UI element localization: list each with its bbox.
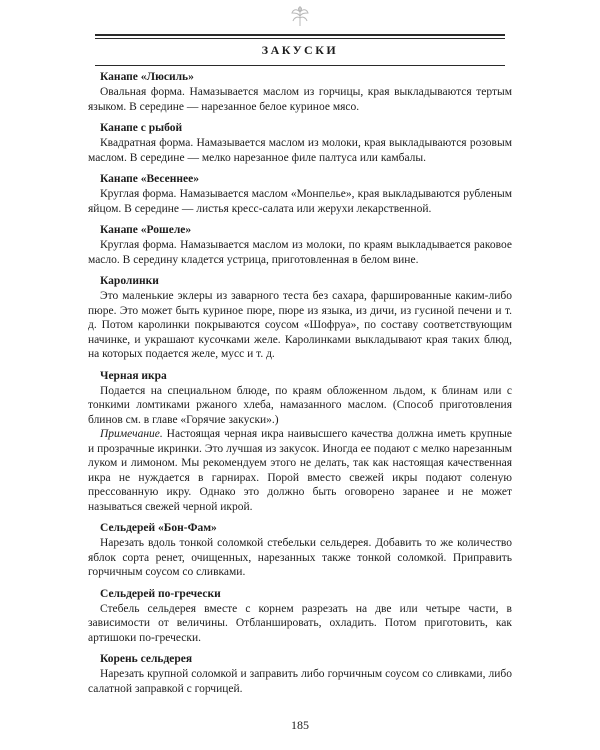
recipe-note xyxy=(88,427,512,514)
page-number: 185 xyxy=(291,718,309,732)
recipe-entry xyxy=(88,274,512,362)
recipe-title: Сельдерей «Бон-Фам» xyxy=(100,522,217,534)
recipe-entry xyxy=(88,652,512,696)
header-rule-top xyxy=(95,34,505,36)
recipe-text: Круглая форма. Намазывается маслом из молоки, по краям выкладывается раковое масло. В середину кладется устрица, приготовленная в белом вине. xyxy=(88,239,512,266)
recipe-title: Корень сельдерея xyxy=(100,653,193,665)
recipe-text: Стебель сельдерея вместе с корнем разрезать на две или четыре части, в зависимости от величины. Отбланшировать, охладить. Потом приготовить, как артишоки по-гречески. xyxy=(88,602,512,644)
recipe-entry xyxy=(88,521,512,580)
recipe-title: Канапе с рыбой xyxy=(100,122,183,134)
section-title: ЗАКУСКИ xyxy=(261,43,339,57)
recipe-text: Нарезать крупной соломкой и заправить либо горчичным соусом со сливками, либо салатной заправкой с горчицей. xyxy=(88,668,512,695)
recipe-entry xyxy=(88,369,512,515)
recipe-text: Подается на специальном блюде, по краям обложенном льдом, к блинам или с тонкими ломтиками ржаного хлеба, намазанного маслом. (Способ приготовления блинов см. в главе «Горячие закуски».) xyxy=(88,384,512,426)
recipe-list xyxy=(88,70,512,703)
recipe-title: Канапе «Рошеле» xyxy=(100,224,192,236)
recipe-title: Каролинки xyxy=(100,275,159,287)
header-rule-top-thin xyxy=(95,38,505,39)
recipe-title: Черная икра xyxy=(100,369,167,382)
recipe-text: Нарезать вдоль тонкой соломкой стебельки сельдерея. Добавить то же количество яблок сорта ренет, очищенных, нарезанных также тонкой соломкой. Приправить горчичным соусом со сливками. xyxy=(88,537,512,578)
note-text: Настоящая черная икра наивысшего качества должна иметь крупные и прозрачные икринки. Это лучшая из закусок. Иногда ее подают с мелко нарезанным луком и лимоном. Мы рекомендуем этого не делать, так как настоящая качественная икра не нуждается в гарнирах. Порой вместо свежей икры подают соленую прессованную икру. Однако это должно быть оговорено заранее и не может называться свежей черной икрой. xyxy=(88,428,512,513)
recipe-text: Квадратная форма. Намазывается маслом из молоки, края выкладываются розовым маслом. В середине — мелко нарезанное филе палтуса или камбалы. xyxy=(88,137,512,164)
recipe-entry xyxy=(88,121,512,165)
note-label: Примечание. xyxy=(100,428,163,440)
recipe-title: Канапе «Люсиль» xyxy=(100,71,194,83)
header-rule-bottom xyxy=(95,65,505,66)
recipe-entry xyxy=(88,70,512,114)
recipe-text: Круглая форма. Намазывается маслом «Монпелье», края выкладываются рубленым яйцом. В середине — листья кресс-салата или жерухи лекарственной. xyxy=(88,188,512,215)
floral-ornament-icon xyxy=(284,4,316,28)
recipe-entry xyxy=(88,172,512,216)
recipe-title: Канапе «Весеннее» xyxy=(100,173,199,185)
recipe-title: Сельдерей по-гречески xyxy=(100,587,221,600)
recipe-text: Это маленькие эклеры из заварного теста без сахара, фаршированные каким-либо пюре. Это может быть куриное пюре, пюре из языка, из дичи, из гусиной печени и т. д. Потом каролинки покрываются соусом «Шофруа», по составу соответствующим начинке, и украшают кусочками желе. Каролинками выкладывают края таких блюд, на которых подается желе, мусс и т. д. xyxy=(88,290,512,360)
recipe-text: Овальная форма. Намазывается маслом из горчицы, края выкладываются тертым языком. В середине — нарезанное белое куриное мясо. xyxy=(88,86,512,113)
recipe-entry xyxy=(88,587,512,646)
recipe-entry xyxy=(88,223,512,267)
